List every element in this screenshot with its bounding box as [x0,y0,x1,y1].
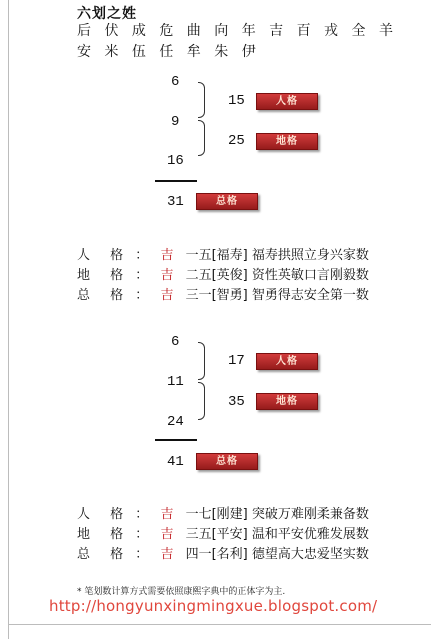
ren-bracket [198,82,205,118]
di-badge: 地格 [256,133,318,150]
colon: ： [135,268,149,283]
bottom-stroke-count: 24 [167,414,184,430]
ren-value: 15 [228,93,245,109]
luck-mark: 吉 [160,248,174,263]
middle-stroke-count: 9 [171,114,180,130]
surname-list: 后 伏 成 危 曲 向 年 吉 百 戎 全 羊 安 米 伍 任 牟 朱 伊 [77,23,398,60]
page-border-bottom [8,624,431,625]
ren-badge: 人格 [256,93,318,110]
grid-label: 人 格 [77,507,132,522]
middle-stroke-count: 11 [167,374,184,390]
di-bracket [198,120,205,156]
ren-badge: 人格 [256,353,318,370]
result-row [77,284,369,303]
meaning-text: 三一[智勇] 智勇得志安全第一数 [185,288,369,303]
page-border-left [8,0,9,639]
meaning-text: 三五[平安] 温和平安优雅发展数 [185,527,369,542]
section-title: 六划之姓 [77,6,137,22]
grid-label: 总 格 [77,288,132,303]
bottom-stroke-count: 16 [167,153,184,169]
meaning-text: 四一[名利] 德望高大忠爱坚实数 [185,547,369,562]
blog-url-watermark[interactable]: http://hongyunxingmingxue.blogspot.com/ [49,597,378,615]
zong-badge: 总格 [196,193,258,210]
meaning-text: 一五[福寿] 福寿拱照立身兴家数 [185,248,369,263]
total-value: 31 [167,194,184,210]
top-stroke-count: 6 [171,74,180,90]
ren-bracket [198,342,205,380]
zong-badge: 总格 [196,453,258,470]
colon: ： [135,288,149,303]
result-row [77,523,369,542]
luck-mark: 吉 [160,527,174,542]
grid-label: 地 格 [77,268,132,283]
meaning-text: 一七[刚建] 突破万难刚柔兼备数 [185,507,369,522]
di-value: 25 [228,133,245,149]
footnote: * 笔划数计算方式需要依照康熙字典中的正体字为主. [77,587,286,597]
di-badge: 地格 [256,393,318,410]
grid-label: 人 格 [77,248,132,263]
sum-line [155,439,197,441]
colon: ： [135,547,149,562]
colon: ： [135,248,149,263]
luck-mark: 吉 [160,547,174,562]
di-bracket [198,382,205,420]
top-stroke-count: 6 [171,334,180,350]
grid-label: 地 格 [77,527,132,542]
grid-label: 总 格 [77,547,132,562]
result-row [77,543,369,562]
luck-mark: 吉 [160,507,174,522]
colon: ： [135,527,149,542]
di-value: 35 [228,394,245,410]
ren-value: 17 [228,353,245,369]
total-value: 41 [167,454,184,470]
luck-mark: 吉 [160,288,174,303]
luck-mark: 吉 [160,268,174,283]
colon: ： [135,507,149,522]
result-row [77,503,369,522]
result-row [77,264,369,283]
meaning-text: 二五[英俊] 资性英敏口言刚毅数 [185,268,369,283]
sum-line [155,180,197,182]
result-row [77,244,369,263]
